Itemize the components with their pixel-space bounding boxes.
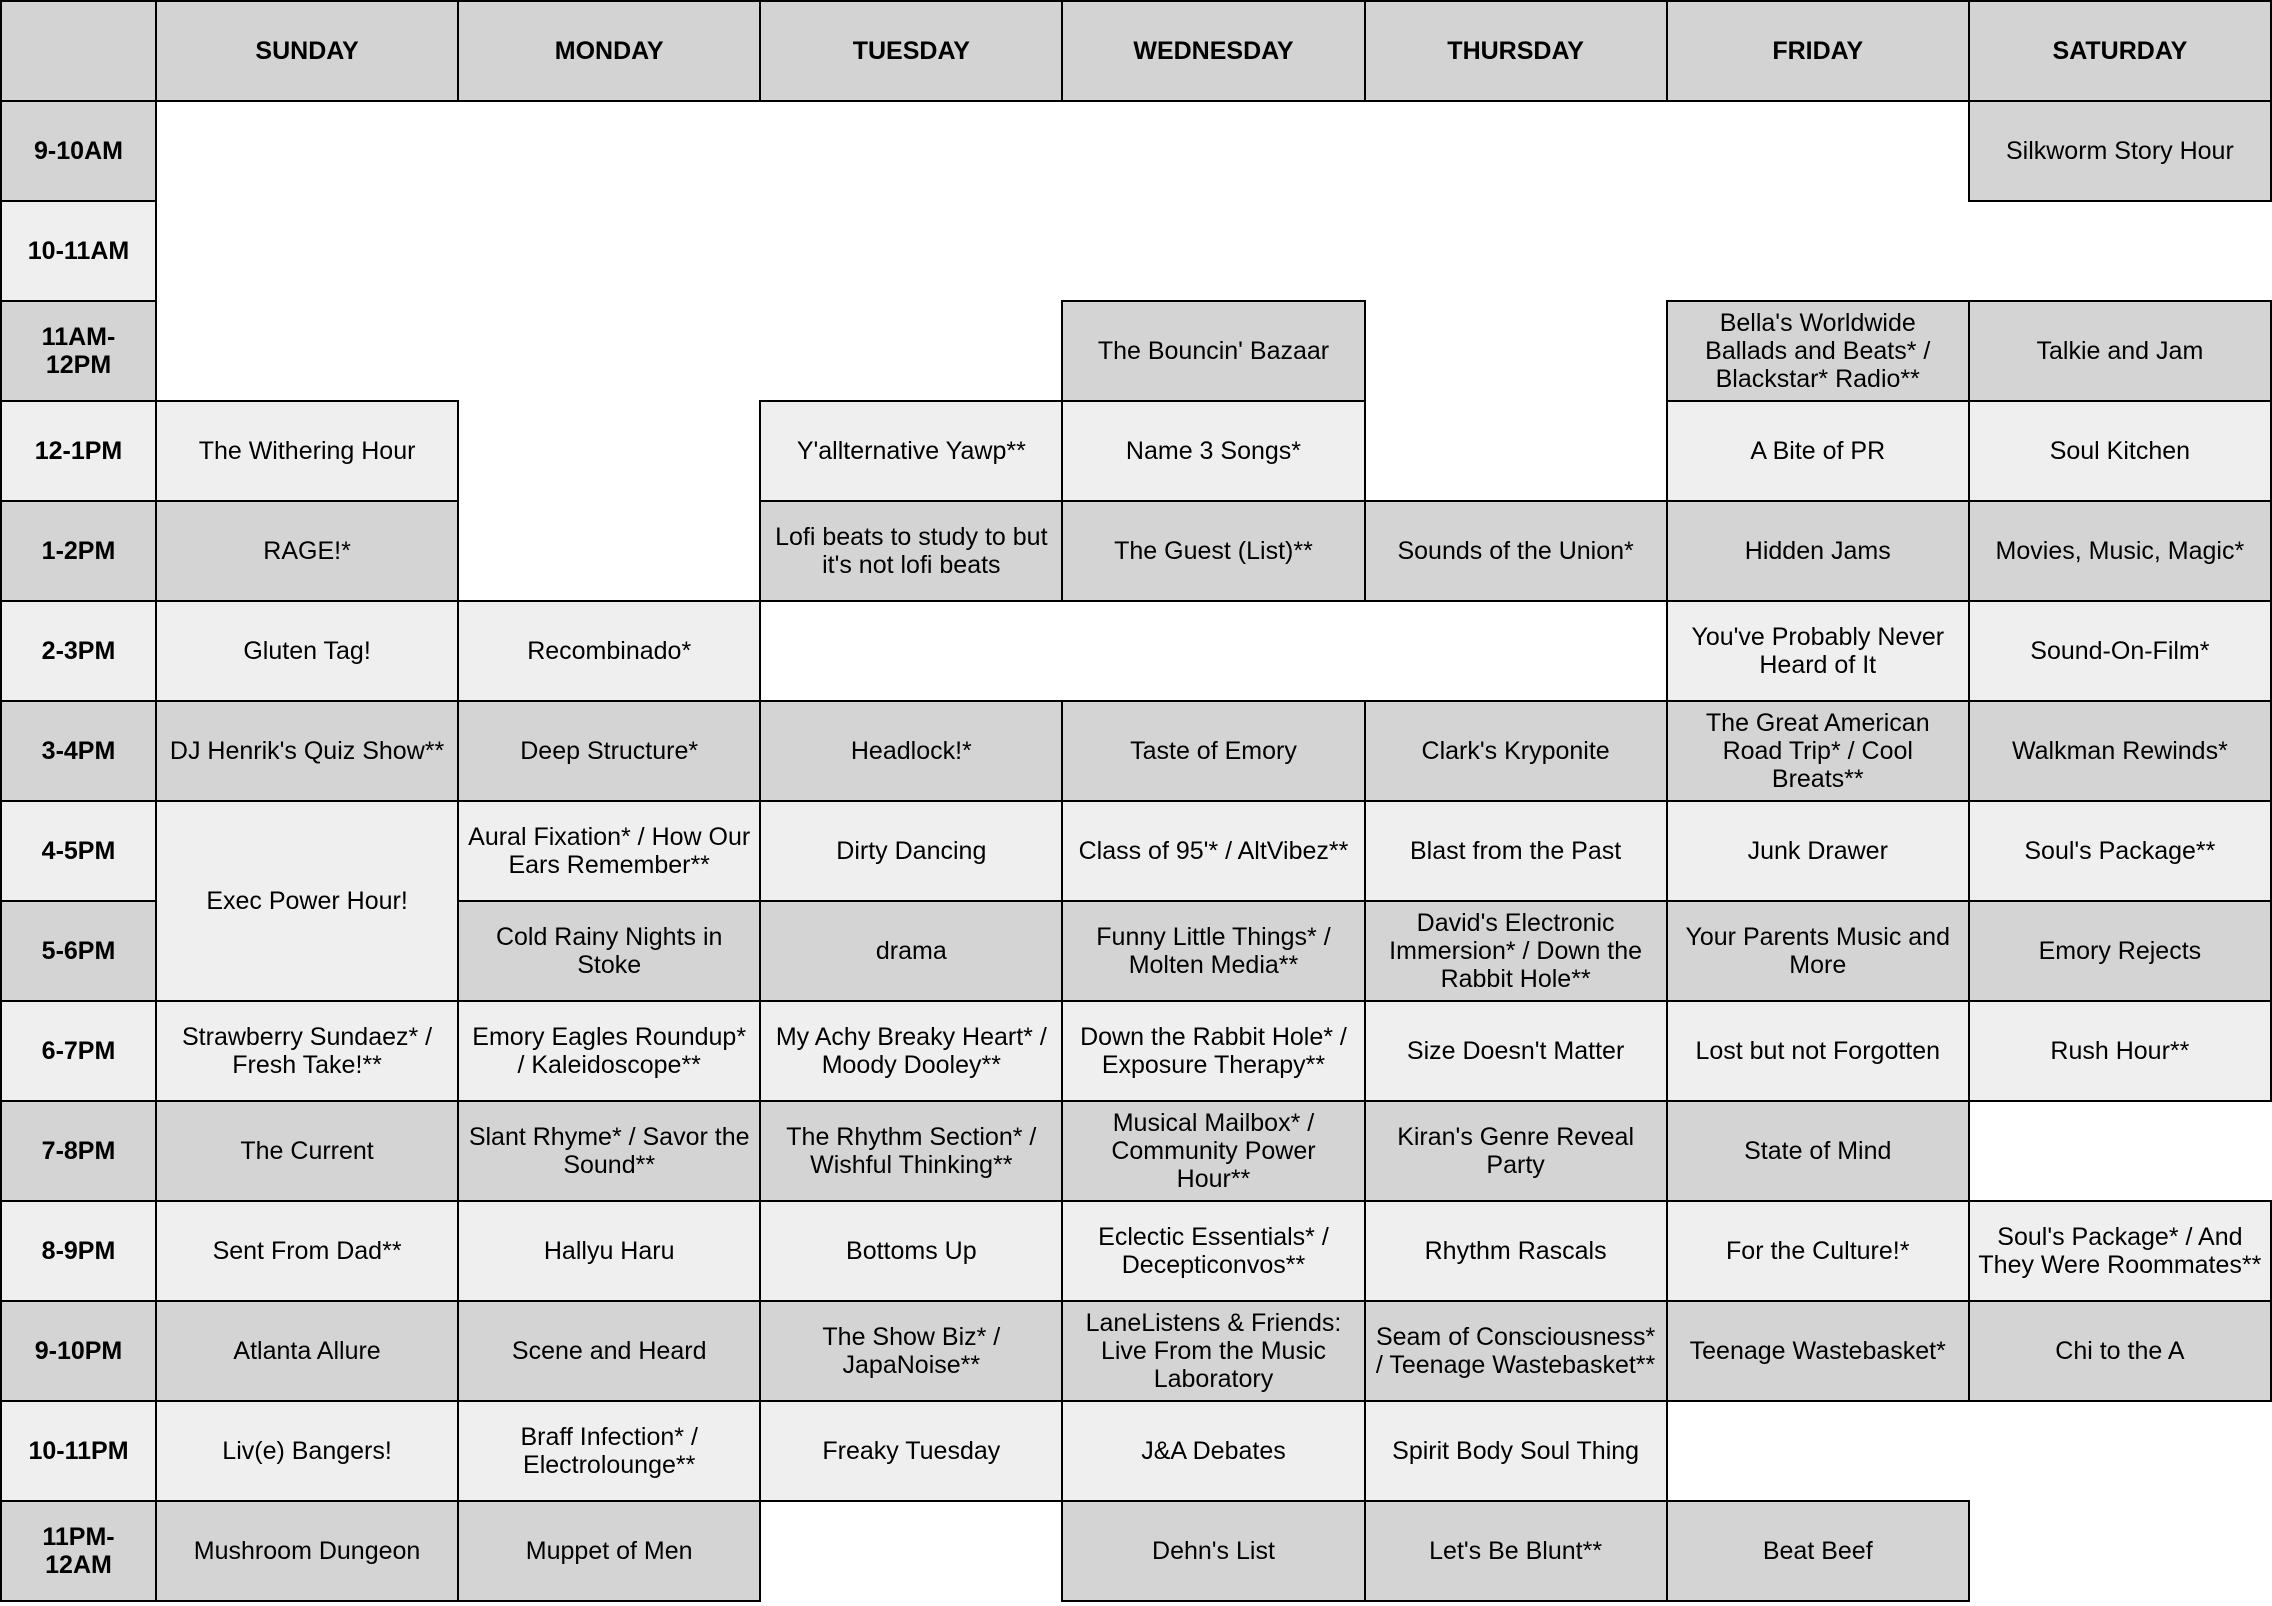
show-cell-label: The Great American Road Trip* / Cool Breats** xyxy=(1705,708,1930,793)
show-cell xyxy=(155,400,459,502)
show-cell xyxy=(1968,1000,2272,1102)
time-label-7-8pm xyxy=(0,1100,157,1202)
show-cell-label: Bottoms Up xyxy=(846,1236,977,1265)
show-cell-label: Spirit Body Soul Thing xyxy=(1392,1436,1640,1465)
show-cell-label: The Current xyxy=(240,1136,374,1165)
show-cell xyxy=(1061,1200,1365,1302)
show-cell xyxy=(759,800,1063,902)
show-cell-label: Movies, Music, Magic* xyxy=(1995,536,2245,565)
show-cell xyxy=(1061,300,1365,402)
show-cell xyxy=(1666,1300,1970,1402)
show-cell xyxy=(155,800,459,1002)
show-cell xyxy=(457,900,761,1002)
time-label-4-5pm xyxy=(0,800,157,902)
show-cell-label: Scene and Heard xyxy=(511,1336,707,1365)
show-cell-label: Mushroom Dungeon xyxy=(193,1536,421,1565)
show-cell-label: Seam of Consciousness* / Teenage Wastebasket** xyxy=(1375,1322,1656,1379)
show-cell-label: You've Probably Never Heard of It xyxy=(1691,622,1945,679)
show-cell xyxy=(457,600,761,702)
time-label-6-7pm-label: 6-7PM xyxy=(41,1036,116,1065)
show-cell xyxy=(1968,700,2272,802)
time-label-2-3pm-label: 2-3PM xyxy=(41,636,116,665)
show-cell-label: J&A Debates xyxy=(1141,1436,1286,1465)
show-cell-label: Chi to the A xyxy=(2055,1336,2185,1365)
day-header-thursday xyxy=(1364,0,1668,102)
time-label-8-9pm-label: 8-9PM xyxy=(41,1236,116,1265)
show-cell-label: The Show Biz* / JapaNoise** xyxy=(822,1322,1001,1379)
show-cell-label: Soul's Package* / And They Were Roommates** xyxy=(1978,1222,2262,1279)
show-cell xyxy=(155,1200,459,1302)
time-label-10-11pm xyxy=(0,1400,157,1502)
show-cell-label: State of Mind xyxy=(1744,1136,1892,1165)
show-cell xyxy=(1061,1400,1365,1502)
show-cell-label: Hidden Jams xyxy=(1744,536,1891,565)
show-cell-label: Sent From Dad** xyxy=(212,1236,402,1265)
show-cell-label: David's Electronic Immersion* / Down the Rabbit Hole** xyxy=(1389,908,1643,993)
header-corner xyxy=(0,0,157,102)
show-cell xyxy=(1666,1100,1970,1202)
show-cell xyxy=(1968,300,2272,402)
show-cell xyxy=(1666,700,1970,802)
time-label-11am-12pm-label: 11AM-12PM xyxy=(41,322,116,379)
show-cell-label: A Bite of PR xyxy=(1750,436,1886,465)
show-cell xyxy=(1968,100,2272,202)
show-cell-label: Soul Kitchen xyxy=(2049,436,2191,465)
show-cell xyxy=(1061,1000,1365,1102)
time-label-9-10am-label: 9-10AM xyxy=(34,136,123,165)
show-cell xyxy=(759,1400,1063,1502)
show-cell-label: DJ Henrik's Quiz Show** xyxy=(169,736,445,765)
show-cell-label: Exec Power Hour! xyxy=(206,886,408,915)
time-label-4-5pm-label: 4-5PM xyxy=(41,836,116,865)
show-cell xyxy=(155,500,459,602)
show-cell xyxy=(1968,1300,2272,1402)
show-cell xyxy=(1061,800,1365,902)
show-cell xyxy=(1666,300,1970,402)
show-cell xyxy=(1364,1100,1668,1202)
show-cell-label: Let's Be Blunt** xyxy=(1429,1536,1603,1565)
day-header-saturday xyxy=(1968,0,2272,102)
show-cell xyxy=(759,1100,1063,1202)
day-header-monday-label: MONDAY xyxy=(554,36,664,65)
show-cell-label: Rush Hour** xyxy=(2050,1036,2190,1065)
show-cell-label: Aural Fixation* / How Our Ears Remember** xyxy=(468,822,751,879)
show-cell-label: RAGE!* xyxy=(263,536,351,565)
time-label-9-10pm-label: 9-10PM xyxy=(34,1336,123,1365)
time-label-10-11am-label: 10-11AM xyxy=(27,236,130,265)
show-cell xyxy=(759,900,1063,1002)
show-cell xyxy=(1061,900,1365,1002)
show-cell xyxy=(1968,800,2272,902)
show-cell xyxy=(759,500,1063,602)
show-cell xyxy=(1364,1400,1668,1502)
show-cell-label: Funny Little Things* / Molten Media** xyxy=(1096,922,1331,979)
time-label-3-4pm xyxy=(0,700,157,802)
show-cell-label: Freaky Tuesday xyxy=(822,1436,1001,1465)
show-cell-label: My Achy Breaky Heart* / Moody Dooley** xyxy=(775,1022,1047,1079)
show-cell-label: Liv(e) Bangers! xyxy=(222,1436,392,1465)
show-cell xyxy=(1968,400,2272,502)
show-cell-label: Bella's Worldwide Ballads and Beats* / Blackstar* Radio** xyxy=(1705,308,1931,393)
show-cell-label: Musical Mailbox* / Community Power Hour** xyxy=(1111,1108,1316,1193)
show-cell xyxy=(1968,1200,2272,1302)
show-cell-label: Class of 95'* / AltVibez** xyxy=(1078,836,1349,865)
time-label-10-11am xyxy=(0,200,157,302)
show-cell xyxy=(1061,1500,1365,1602)
time-label-11pm-12am xyxy=(0,1500,157,1602)
show-cell xyxy=(155,1400,459,1502)
show-cell xyxy=(1364,800,1668,902)
day-header-tuesday-label: TUESDAY xyxy=(852,36,970,65)
show-cell xyxy=(1666,500,1970,602)
time-label-5-6pm-label: 5-6PM xyxy=(41,936,116,965)
show-cell xyxy=(759,700,1063,802)
show-cell-label: Your Parents Music and More xyxy=(1685,922,1950,979)
show-cell xyxy=(1061,400,1365,502)
show-cell-label: Silkworm Story Hour xyxy=(2005,136,2234,165)
show-cell-label: Soul's Package** xyxy=(2024,836,2216,865)
show-cell-label: The Guest (List)** xyxy=(1114,536,1313,565)
show-cell-label: The Withering Hour xyxy=(198,436,416,465)
show-cell xyxy=(457,1100,761,1202)
show-cell xyxy=(1968,600,2272,702)
show-cell-label: Teenage Wastebasket* xyxy=(1689,1336,1946,1365)
show-cell-label: Headlock!* xyxy=(850,736,972,765)
show-cell xyxy=(1364,1000,1668,1102)
time-label-6-7pm xyxy=(0,1000,157,1102)
show-cell xyxy=(155,600,459,702)
show-cell xyxy=(759,1200,1063,1302)
day-header-wednesday-label: WEDNESDAY xyxy=(1133,36,1294,65)
show-cell xyxy=(1364,1300,1668,1402)
time-label-12-1pm xyxy=(0,400,157,502)
show-cell-label: Kiran's Genre Reveal Party xyxy=(1397,1122,1635,1179)
show-cell-label: Dehn's List xyxy=(1152,1536,1275,1565)
show-cell-label: The Rhythm Section* / Wishful Thinking** xyxy=(786,1122,1037,1179)
time-label-10-11pm-label: 10-11PM xyxy=(28,1436,129,1465)
show-cell-label: Emory Rejects xyxy=(2038,936,2202,965)
show-cell xyxy=(1364,900,1668,1002)
time-label-11pm-12am-label: 11PM-12AM xyxy=(42,1522,115,1579)
time-label-12-1pm-label: 12-1PM xyxy=(34,436,123,465)
show-cell xyxy=(1666,1500,1970,1602)
show-cell xyxy=(1666,800,1970,902)
show-cell xyxy=(1364,700,1668,802)
time-label-9-10pm xyxy=(0,1300,157,1402)
day-header-thursday-label: THURSDAY xyxy=(1447,36,1584,65)
show-cell-label: Clark's Kryponite xyxy=(1421,736,1610,765)
show-cell-label: Junk Drawer xyxy=(1747,836,1888,865)
day-header-friday-label: FRIDAY xyxy=(1772,36,1864,65)
show-cell-label: Deep Structure* xyxy=(520,736,699,765)
show-cell xyxy=(457,800,761,902)
show-cell-label: Gluten Tag! xyxy=(243,636,371,665)
show-cell xyxy=(457,700,761,802)
show-cell xyxy=(457,1300,761,1402)
show-cell-label: Eclectic Essentials* / Decepticonvos** xyxy=(1098,1222,1329,1279)
time-label-2-3pm xyxy=(0,600,157,702)
show-cell-label: Sounds of the Union* xyxy=(1397,536,1634,565)
day-header-friday xyxy=(1666,0,1970,102)
show-cell-label: drama xyxy=(875,936,947,965)
show-cell-label: LaneListens & Friends: Live From the Music Laboratory xyxy=(1085,1308,1342,1393)
show-cell-label: Braff Infection* / Electrolounge** xyxy=(520,1422,698,1479)
show-cell xyxy=(457,1200,761,1302)
show-cell xyxy=(1666,600,1970,702)
show-cell-label: Atlanta Allure xyxy=(233,1336,381,1365)
time-label-5-6pm xyxy=(0,900,157,1002)
show-cell-label: Blast from the Past xyxy=(1410,836,1622,865)
show-cell xyxy=(457,1000,761,1102)
show-cell-label: Walkman Rewinds* xyxy=(2011,736,2228,765)
show-cell xyxy=(1061,1100,1365,1202)
show-cell xyxy=(457,1400,761,1502)
show-cell xyxy=(1666,900,1970,1002)
show-cell xyxy=(155,1100,459,1202)
show-cell-label: Rhythm Rascals xyxy=(1424,1236,1607,1265)
show-cell xyxy=(155,1500,459,1602)
show-cell-label: Hallyu Haru xyxy=(543,1236,675,1265)
show-cell-label: Strawberry Sundaez* / Fresh Take!** xyxy=(182,1022,433,1079)
show-cell-label: Name 3 Songs* xyxy=(1125,436,1302,465)
time-label-8-9pm xyxy=(0,1200,157,1302)
show-cell xyxy=(155,1300,459,1402)
show-cell-label: The Bouncin' Bazaar xyxy=(1097,336,1330,365)
show-cell-label: Lost but not Forgotten xyxy=(1695,1036,1941,1065)
day-header-tuesday xyxy=(759,0,1063,102)
show-cell xyxy=(1968,900,2272,1002)
show-cell-label: Y'allternative Yawp** xyxy=(796,436,1026,465)
show-cell-label: Cold Rainy Nights in Stoke xyxy=(495,922,723,979)
show-cell-label: Lofi beats to study to but it's not lofi beats xyxy=(775,522,1048,579)
day-header-saturday-label: SATURDAY xyxy=(2052,36,2188,65)
show-cell xyxy=(1666,1000,1970,1102)
show-cell xyxy=(759,1000,1063,1102)
show-cell xyxy=(1061,1300,1365,1402)
show-cell xyxy=(759,400,1063,502)
show-cell xyxy=(457,1500,761,1602)
show-cell xyxy=(1968,500,2272,602)
show-cell-label: Beat Beef xyxy=(1762,1536,1873,1565)
time-label-7-8pm-label: 7-8PM xyxy=(41,1136,116,1165)
show-cell xyxy=(1364,1200,1668,1302)
show-cell-label: Size Doesn't Matter xyxy=(1406,1036,1625,1065)
show-cell xyxy=(1666,400,1970,502)
time-label-9-10am xyxy=(0,100,157,202)
show-cell-label: For the Culture!* xyxy=(1726,1236,1910,1265)
show-cell-label: Muppet of Men xyxy=(525,1536,693,1565)
time-label-11am-12pm xyxy=(0,300,157,402)
day-header-monday xyxy=(457,0,761,102)
show-cell-label: Slant Rhyme* / Savor the Sound** xyxy=(468,1122,750,1179)
show-cell xyxy=(759,1300,1063,1402)
show-cell-label: Talkie and Jam xyxy=(2036,336,2204,365)
show-cell xyxy=(1364,1500,1668,1602)
show-cell-label: Dirty Dancing xyxy=(836,836,987,865)
show-cell-label: Emory Eagles Roundup* / Kaleidoscope** xyxy=(472,1022,747,1079)
day-header-sunday-label: SUNDAY xyxy=(255,36,359,65)
day-header-sunday xyxy=(155,0,459,102)
show-cell xyxy=(155,1000,459,1102)
day-header-wednesday xyxy=(1061,0,1365,102)
show-cell xyxy=(1364,500,1668,602)
show-cell xyxy=(155,700,459,802)
show-cell-label: Recombinado* xyxy=(527,636,692,665)
time-label-1-2pm xyxy=(0,500,157,602)
show-cell-label: Taste of Emory xyxy=(1130,736,1297,765)
time-label-3-4pm-label: 3-4PM xyxy=(41,736,116,765)
show-cell xyxy=(1061,500,1365,602)
show-cell xyxy=(1666,1200,1970,1302)
show-cell xyxy=(1061,700,1365,802)
time-label-1-2pm-label: 1-2PM xyxy=(41,536,116,565)
show-cell-label: Sound-On-Film* xyxy=(2030,636,2210,665)
show-cell-label: Down the Rabbit Hole* / Exposure Therapy** xyxy=(1080,1022,1347,1079)
